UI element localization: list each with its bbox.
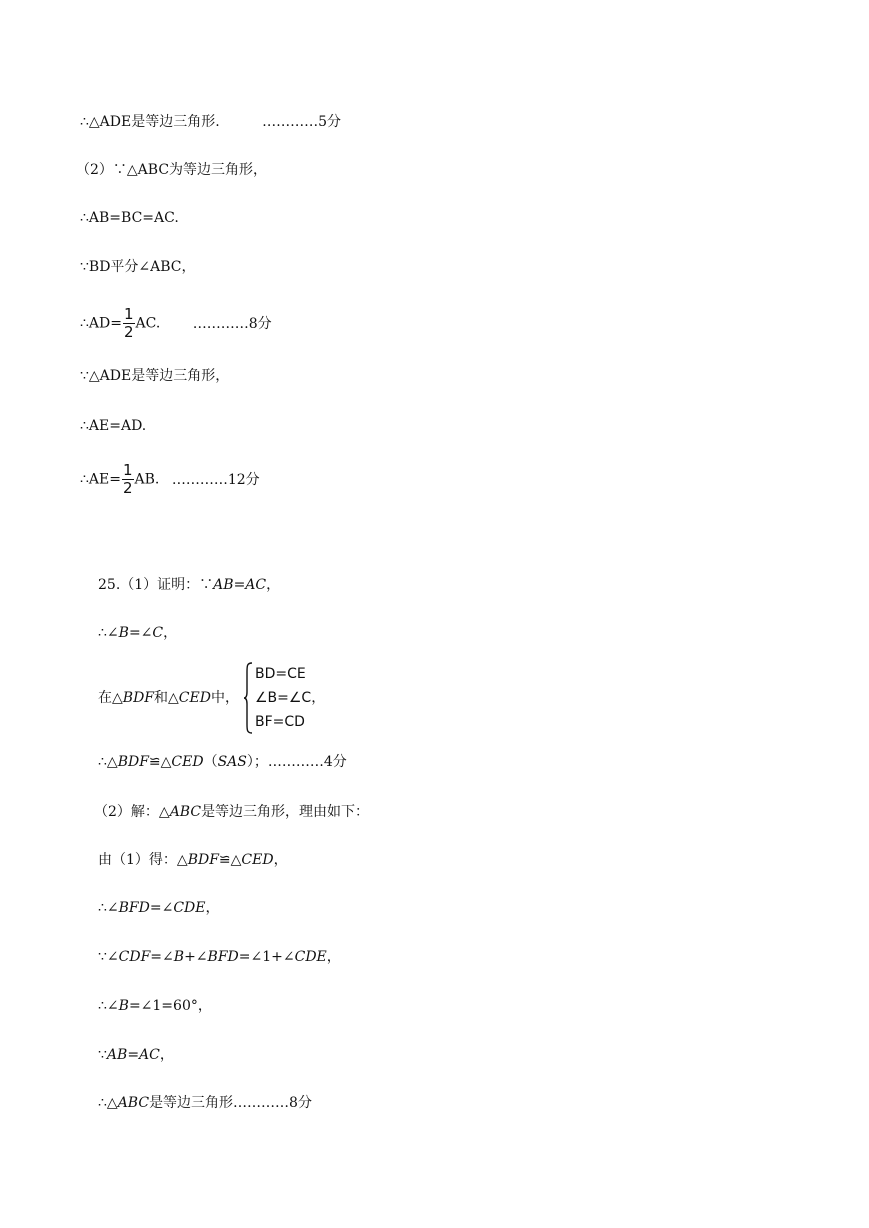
text: ， xyxy=(163,625,178,641)
math: BDF xyxy=(122,690,155,706)
text: ， xyxy=(159,1047,174,1063)
text: 25.（1）证明：∵ xyxy=(98,577,214,593)
fraction-numerator: 1 xyxy=(122,461,133,479)
fraction-one-half xyxy=(122,462,134,497)
fraction-denominator: 2 xyxy=(122,479,133,497)
system-lines xyxy=(255,662,325,734)
statement-prefix: ∴AE= xyxy=(80,471,121,488)
condition-bf-cd: BF=CD xyxy=(255,714,305,730)
condition-angle-b-c: ∠B=∠C， xyxy=(255,690,326,706)
line-ae-ad xyxy=(80,416,146,436)
text: ， xyxy=(326,949,341,965)
q25-ab-ac xyxy=(98,1045,174,1065)
math: CED xyxy=(171,754,204,770)
score-mark: …………12分 xyxy=(171,471,260,488)
text: ， xyxy=(273,852,288,868)
statement: （2）∵△ABC为等边三角形， xyxy=(76,162,268,178)
text: ∴△ xyxy=(98,1095,118,1111)
condition-bd-ce: BD=CE xyxy=(255,666,306,682)
math: CED xyxy=(178,690,211,706)
line-ae-half-ab xyxy=(80,462,260,497)
text: =∠1=60°， xyxy=(128,998,212,1014)
fraction-numerator: 1 xyxy=(123,305,134,323)
left-brace-icon xyxy=(243,662,253,734)
statement: ∴△ADE是等边三角形. xyxy=(80,114,220,130)
text: （ xyxy=(203,754,218,770)
text: ）；…………4分 xyxy=(246,754,347,770)
math: B xyxy=(173,949,185,965)
q25-in-triangles xyxy=(98,688,239,708)
statement-prefix: ∴AD= xyxy=(80,315,122,332)
q25-angle-cdf xyxy=(98,947,341,967)
text: ∵∠ xyxy=(98,949,119,965)
score-mark: …………5分 xyxy=(262,114,342,130)
q25-angle-60 xyxy=(98,996,212,1016)
statement: ∴AE=AD. xyxy=(80,418,147,434)
condition-system xyxy=(243,662,325,734)
math: BFD xyxy=(207,949,239,965)
math: B xyxy=(118,625,129,641)
q25-part2-solution xyxy=(94,802,369,822)
math: CDF xyxy=(118,949,151,965)
q25-conclusion xyxy=(98,1093,312,1113)
q25-angle-bfd-cde xyxy=(98,898,220,918)
math: ABC xyxy=(169,804,202,820)
statement: ∴AB=BC=AC. xyxy=(80,210,179,226)
math: CDE xyxy=(173,900,206,916)
text: =∠ xyxy=(150,949,174,965)
text: 和△ xyxy=(154,690,179,706)
math: BFD xyxy=(118,900,150,916)
statement: ∵BD平分∠ABC， xyxy=(80,259,196,275)
math: CED xyxy=(241,852,274,868)
fraction-one-half xyxy=(123,306,135,341)
math: ABC xyxy=(117,1095,150,1111)
q25-proof-start xyxy=(98,575,280,595)
q25-angle-b-c xyxy=(98,623,177,643)
text: ， xyxy=(205,900,220,916)
statement: ∵△ADE是等边三角形， xyxy=(80,368,230,384)
text: +∠ xyxy=(184,949,208,965)
line-bd-bisects xyxy=(80,257,196,277)
line-ade-equilateral xyxy=(80,112,341,132)
text: ∵ xyxy=(98,1047,107,1063)
line-ade-equilateral-given xyxy=(80,366,229,386)
text: =∠ xyxy=(149,900,174,916)
text: ， xyxy=(266,577,281,593)
q25-congruent xyxy=(98,752,347,772)
text: 是等边三角形…………8分 xyxy=(149,1095,312,1111)
statement-suffix: AB. xyxy=(134,471,160,488)
text: ≌△ xyxy=(148,754,172,770)
text: 在△ xyxy=(98,690,123,706)
math: C xyxy=(152,625,164,641)
math: AB=AC xyxy=(106,1047,160,1063)
math: BDF xyxy=(187,852,219,868)
text: ∴∠ xyxy=(98,998,119,1014)
text: ∴∠ xyxy=(98,625,119,641)
math: CDE xyxy=(294,949,327,965)
text: （2）解：△ xyxy=(94,804,170,820)
text: 中， xyxy=(210,690,239,706)
score-mark: …………8分 xyxy=(192,315,272,332)
line-part2-given xyxy=(76,160,267,180)
math: AB=AC xyxy=(213,577,267,593)
statement-suffix: AC. xyxy=(135,315,161,332)
math: SAS xyxy=(217,754,247,770)
text: =∠ xyxy=(128,625,153,641)
text: 是等边三角形，理由如下： xyxy=(201,804,370,820)
text: 由（1）得：△ xyxy=(98,852,188,868)
fraction-denominator: 2 xyxy=(123,323,134,341)
math: BDF xyxy=(117,754,149,770)
math: B xyxy=(118,998,129,1014)
line-ad-half-ac xyxy=(80,306,272,341)
text: ∴△ xyxy=(98,754,118,770)
line-ab-bc-ac xyxy=(80,208,179,228)
text: ∴∠ xyxy=(98,900,119,916)
text: =∠1+∠ xyxy=(238,949,295,965)
q25-from-part1 xyxy=(98,850,288,870)
text: ≌△ xyxy=(218,852,242,868)
